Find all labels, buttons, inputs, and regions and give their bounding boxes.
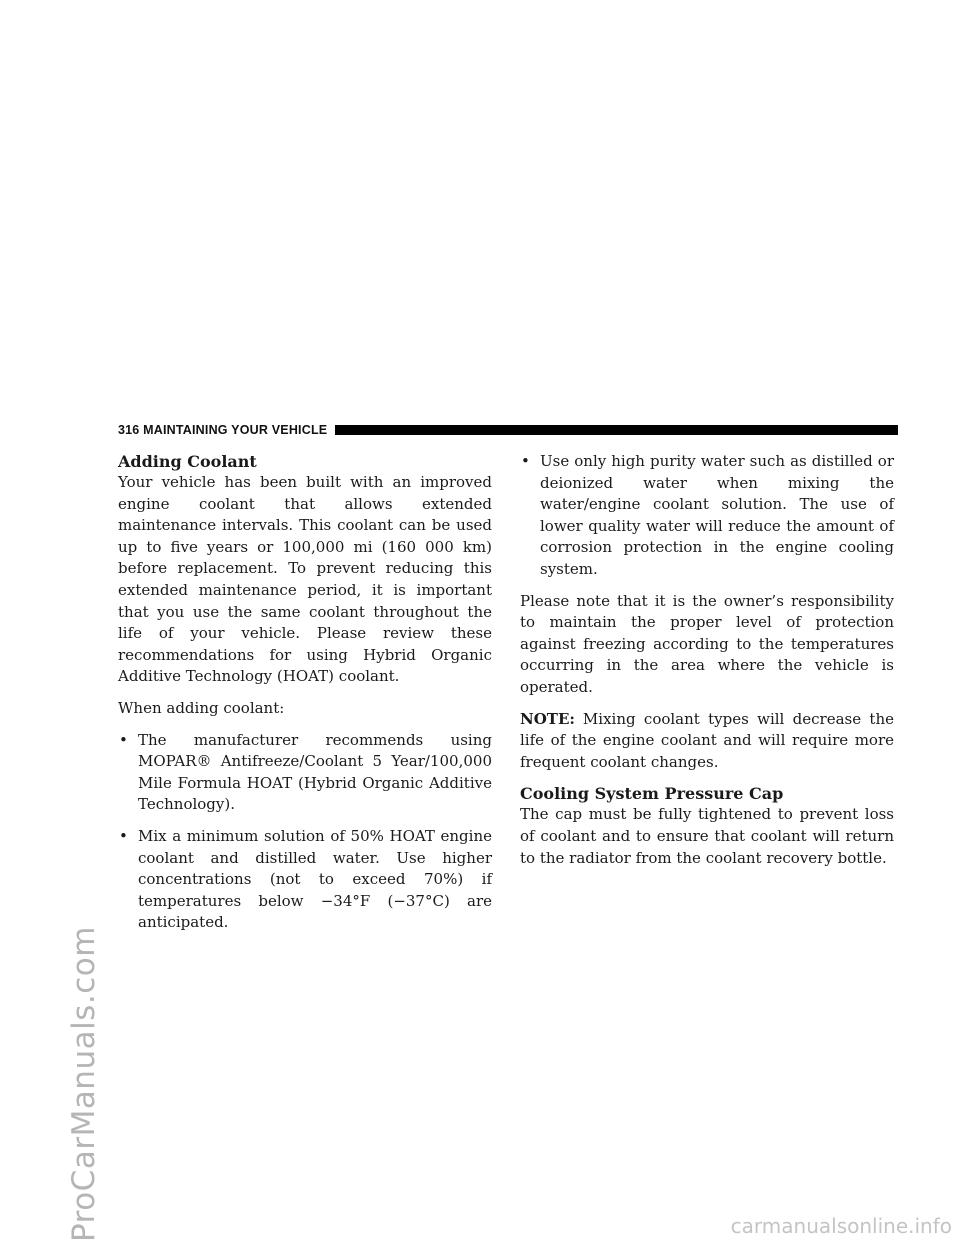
lead-paragraph: When adding coolant: (118, 698, 285, 717)
note-paragraph (520, 709, 894, 774)
section-heading-adding-coolant: Adding Coolant (118, 452, 257, 471)
side-watermark: ProCarManuals.com (66, 926, 102, 1242)
note-text: Mixing coolant types will decrease the life of the engine coolant and will require more frequent coolant changes. (520, 709, 894, 771)
coolant-bullet-list (118, 730, 492, 934)
pressure-cap-paragraph: The cap must be fully tightened to prevent loss of coolant and to ensure that coolant will return to the radiator from the coolant recovery bottle. (520, 805, 894, 867)
intro-paragraph: Your vehicle has been built with an improved engine coolant that allows extended maintenance intervals. This coolant can be used up to five years or 100,000 mi (160 000 km) before replacement. To prevent reducing this extended maintenance period, it is important that you use the same coolant throughout the life of your vehicle. Please review these recommendations for using Hybrid Organic Additive Technology (HOAT) coolant. (118, 473, 492, 686)
bullet-item-mopar: • The manufacturer recommends using MOPAR® Antifreeze/Coolant 5 Year/100,000 Mile Formula HOAT (Hybrid Organic Additive Technology). (118, 730, 492, 816)
bullet-item-mix-solution: • Mix a minimum solution of 50% HOAT engine coolant and distilled water. Use higher concentrations (not to exceed 70%) if temperatures below −34°F (−37°C) are anticipated. (118, 826, 492, 934)
water-bullet-list (520, 451, 894, 581)
header-rule-bar (335, 425, 898, 435)
section-heading-pressure-cap: Cooling System Pressure Cap (520, 784, 784, 804)
bullet-item-high-purity-water: • Use only high purity water such as distilled or deionized water when mixing the water/engine coolant solution. The use of lower quality water will reduce the amount of corrosion protection in the engine cooling system. (520, 451, 894, 581)
owner-responsibility-paragraph: Please note that it is the owner’s responsibility to maintain the proper level of protection against freezing according to the temperatures occurring in the area where the vehicle is operated. (520, 591, 894, 696)
page-header (118, 421, 898, 439)
page-number-section-title: 316 MAINTAINING YOUR VEHICLE (118, 423, 328, 437)
right-column (520, 451, 894, 879)
left-column (118, 451, 492, 944)
footer-watermark: carmanualsonline.info (730, 1214, 952, 1238)
note-label: NOTE: (520, 709, 575, 728)
